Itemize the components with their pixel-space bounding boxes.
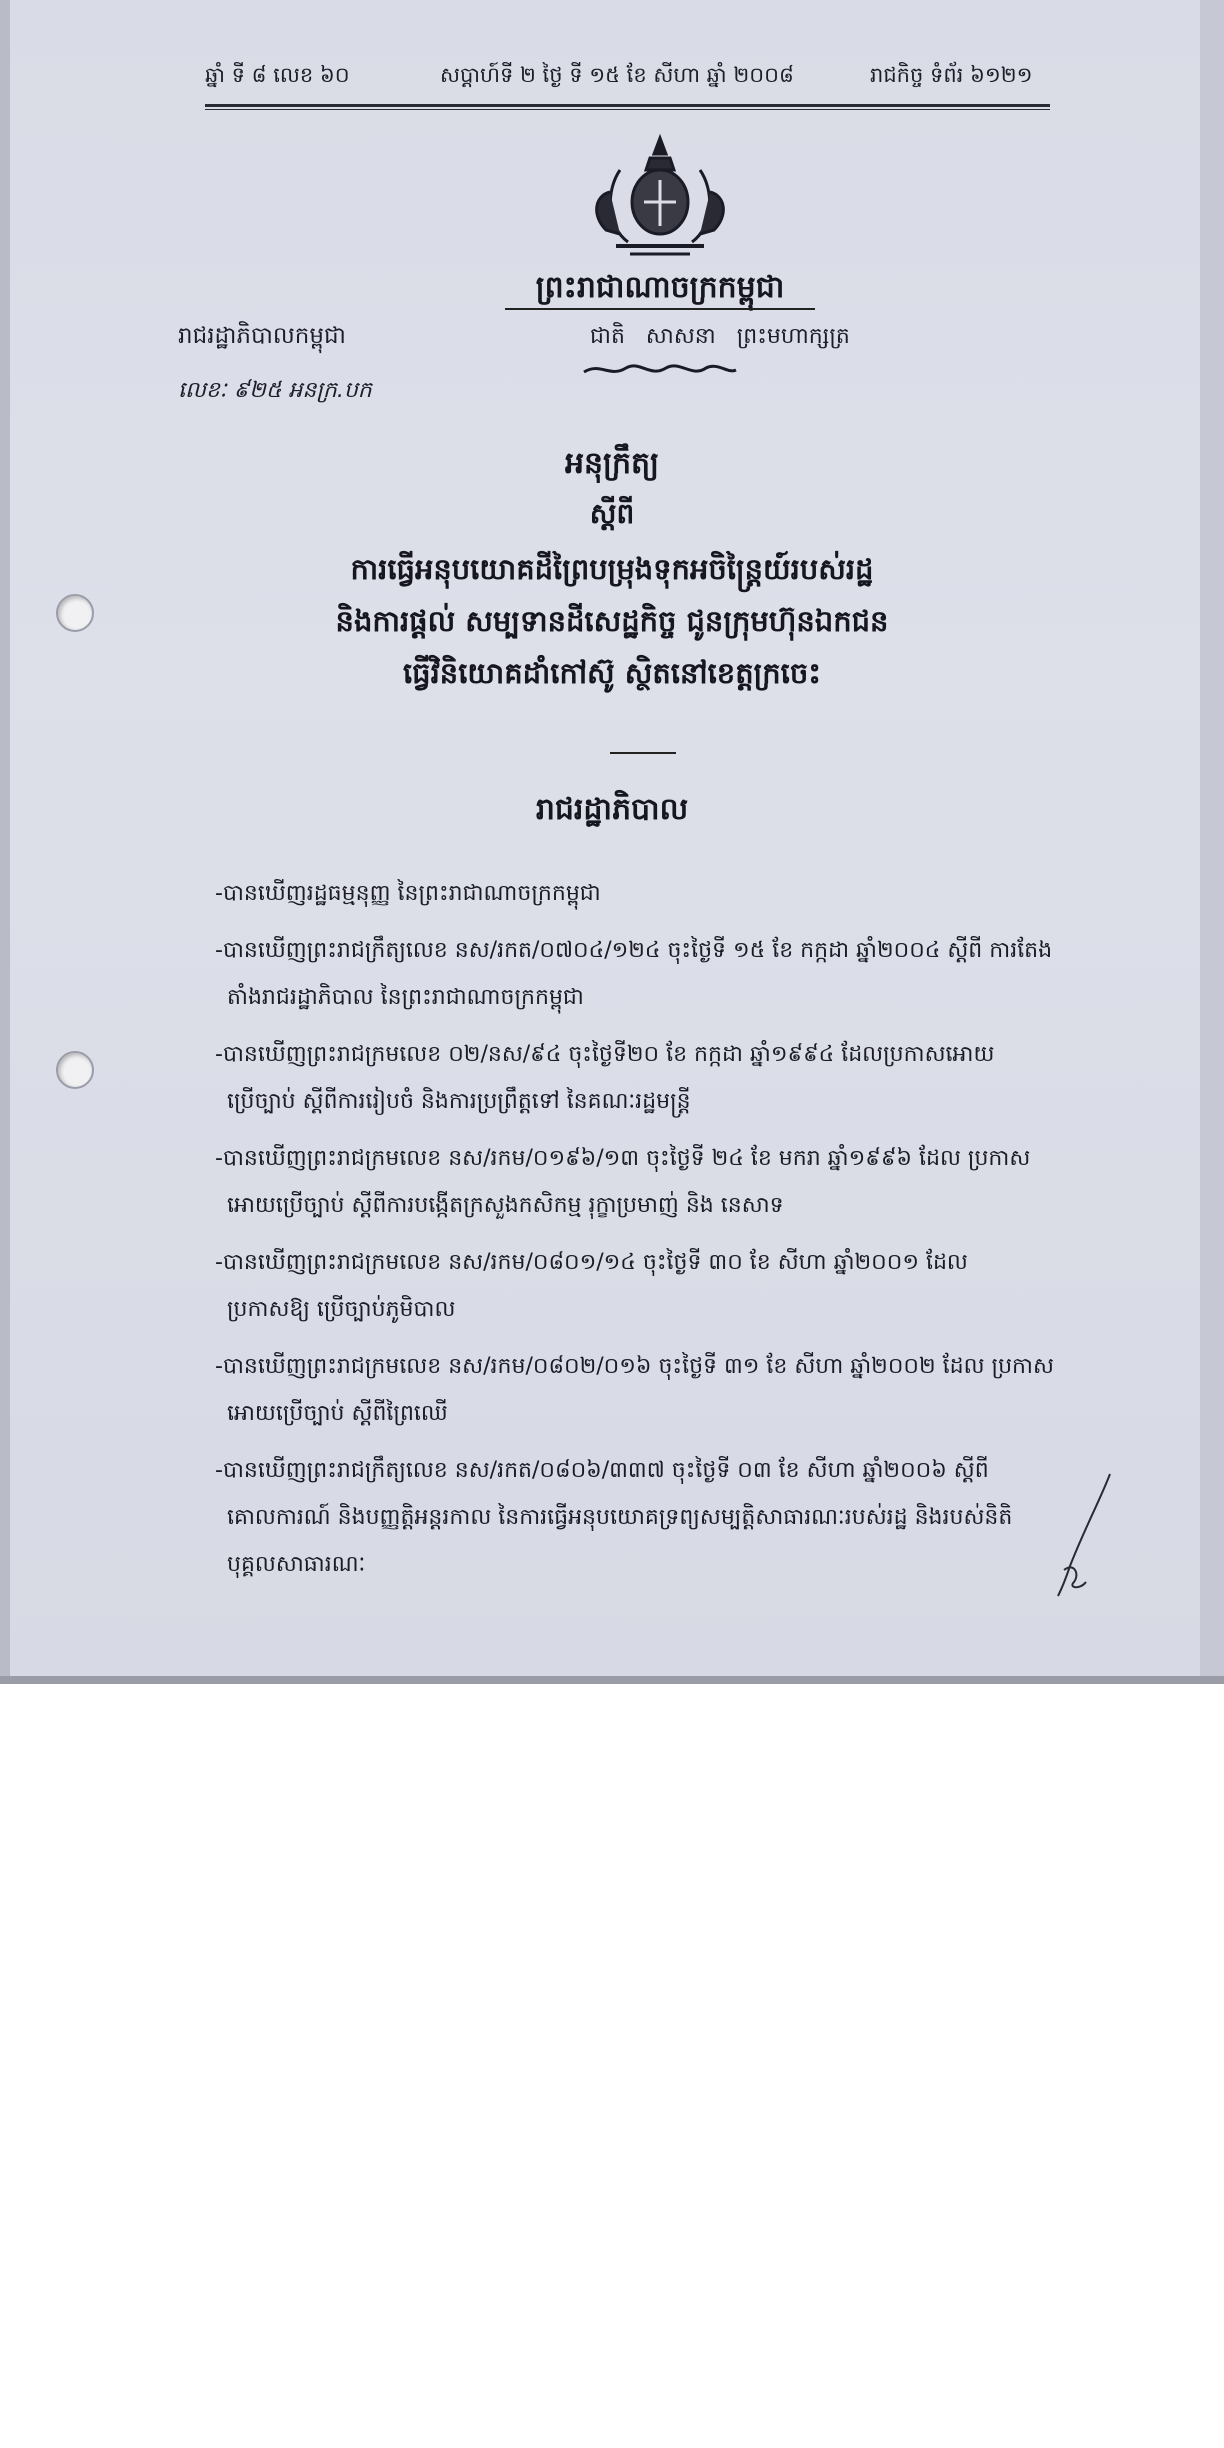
initial-signature-icon — [1040, 1470, 1120, 1600]
issue-date: សប្តាហ៍ទី ២ ថ្ងៃ ទី ១៥ ខែ សីហា ឆ្នាំ ២០០៨ — [440, 63, 794, 87]
title-line-2: និងការផ្តល់ សម្បទានដីសេដ្ឋកិច្ច ជូនក្រុមហ៊ុនឯកជន — [335, 604, 889, 638]
kingdom-name: ព្រះរាជាណាចក្រកម្ពុជា — [535, 270, 785, 305]
title-line-3: ធ្វើវិនិយោគដាំកៅស៊ូ ស្ថិតនៅខេត្តក្រចេះ — [402, 656, 822, 690]
reference-number: លេខៈ ៩២៥ អនក្រ.បក — [178, 378, 372, 403]
list-item: -បានឃើញរដ្ឋធម្មនុញ្ញ នៃព្រះរាជាណាចក្រកម្ពុជា — [215, 881, 601, 906]
preamble-list — [215, 870, 1055, 1598]
flourish-ornament-icon — [580, 360, 740, 380]
list-item: -បានឃើញព្រះរាជក្រមលេខ នស/រកម/០១៩៦/១៣ ចុះថ្ងៃទី ២៤ ខែ មករា ឆ្នាំ១៩៩៦ ដែល ប្រកាស អោយប្រើច្បាប់ ស្តីពីការបង្កើតក្រសួងកសិកម្ម រុក្ខាប្រមាញ់ និង នេសាទ — [215, 1146, 1031, 1218]
title-line-1: ការធ្វើអនុបយោគដីព្រៃបម្រុងទុកអចិន្ត្រៃយ៍របស់រដ្ឋ — [350, 552, 874, 586]
title-divider — [610, 752, 676, 754]
list-item: -បានឃើញព្រះរាជក្រមលេខ នស/រកម/០៨០១/១៤ ចុះថ្ងៃទី ៣០ ខែ សីហា ឆ្នាំ២០០១ ដែល ប្រកាសឱ្យ ប្រើច្បាប់ភូមិបាល — [215, 1250, 968, 1322]
title-on: ស្តីពី — [589, 497, 635, 530]
punch-hole-icon — [56, 1051, 94, 1089]
scan-bottom-edge — [0, 1676, 1224, 1684]
issuer: រាជរដ្ឋាភិបាល — [535, 792, 689, 827]
document-type: អនុក្រឹត្យ — [564, 446, 660, 481]
list-item: -បានឃើញព្រះរាជក្រឹត្យលេខ នស/រកត/០៨០៦/៣៣៧ ចុះថ្ងៃទី ០៣ ខែ សីហា ឆ្នាំ២០០៦ ស្តីពី គោលការណ៍ និងបញ្ញត្តិអន្តរកាល នៃការធ្វើអនុបយោគទ្រព្យសម្បត្តិសាធារណៈរបស់រដ្ឋ និងរបស់និតិ បុគ្គលសាធារណៈ — [215, 1458, 1013, 1577]
list-item: -បានឃើញព្រះរាជក្រមលេខ នស/រកម/០៨០២/០១៦ ចុះថ្ងៃទី ៣១ ខែ សីហា ឆ្នាំ២០០២ ដែល ប្រកាស អោយប្រើច្បាប់ ស្តីពីព្រៃឈើ — [215, 1354, 1054, 1426]
government-name: រាជរដ្ឋាភិបាលកម្ពុជា — [178, 323, 346, 349]
scan-right-edge — [1200, 0, 1224, 1683]
header-rule — [205, 104, 1050, 107]
kingdom-underline — [505, 308, 815, 310]
header-rule-thin — [205, 109, 1050, 110]
list-item: -បានឃើញព្រះរាជក្រឹត្យលេខ នស/រកត/០៧០៤/១២៤ ចុះថ្ងៃទី ១៥ ខែ កក្កដា ឆ្នាំ២០០៤ ស្តីពី ការតែង តាំងរាជរដ្ឋាភិបាល នៃព្រះរាជាណាចក្រកម្ពុជា — [215, 938, 1053, 1010]
scan-left-edge — [0, 0, 10, 1683]
national-motto: ជាតិ សាសនា ព្រះមហាក្សត្រ — [590, 324, 850, 349]
list-item: -បានឃើញព្រះរាជក្រមលេខ ០២/នស/៩៤ ចុះថ្ងៃទី២០ ខែ កក្កដា ឆ្នាំ១៩៩៤ ដែលប្រកាសអោយ ប្រើច្បាប់ ស្តីពីការរៀបចំ និងការប្រព្រឹត្តទៅ នៃគណៈរដ្ឋមន្ត្រី — [215, 1042, 995, 1114]
gazette-page: រាជកិច្ច ទំព័រ ៦១២១ — [870, 63, 1033, 87]
royal-emblem-icon — [580, 130, 740, 260]
issue-number: ឆ្នាំ ទី ៨ លេខ ៦០ — [205, 63, 350, 87]
